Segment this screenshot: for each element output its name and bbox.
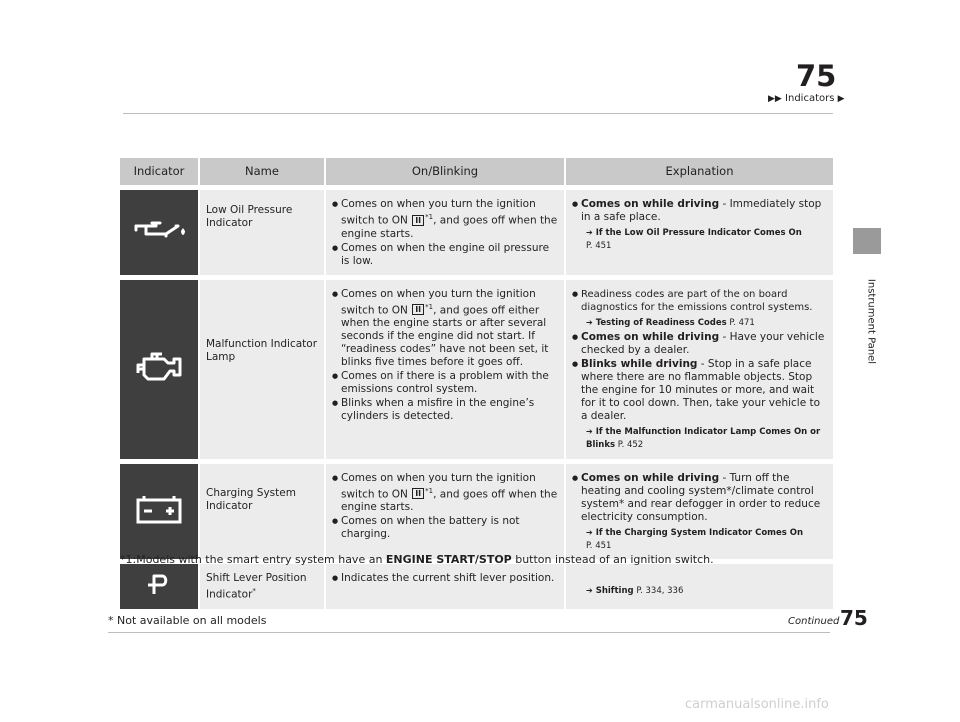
battery-icon <box>134 494 184 524</box>
list-item: ● Comes on while driving - Have your vehicle checked by a dealer. <box>572 331 827 357</box>
explanation-cell <box>566 185 833 275</box>
reference-arrow-icon: ➔ <box>586 317 593 327</box>
list-item: ● Comes on when you turn the ignition switch to ON II $^{*1}$, and goes off when the engine starts. <box>332 472 558 515</box>
header-explanation: Explanation <box>566 158 833 185</box>
continued-label: Continued <box>788 616 840 627</box>
list-item: ● Readiness codes are part of the on board diagnostics for the emissions control systems. ➔ Testing of Readiness Codes P. 471 <box>572 288 827 330</box>
table-header-row <box>120 158 833 185</box>
list-item: ● Comes on while driving - Immediately stop in a safe place. <box>572 198 827 224</box>
cross-reference-link[interactable]: ➔ Testing of Readiness Codes P. 471 <box>586 317 755 328</box>
cross-reference-link[interactable]: ➔ Shifting P. 334, 336 <box>586 585 684 596</box>
bottom-divider <box>108 632 830 633</box>
page-number: 75 <box>796 59 837 93</box>
indicator-table <box>120 158 833 609</box>
on-blinking-cell <box>326 459 566 559</box>
watermark: carmanualsonline.info <box>685 697 829 712</box>
shift-lever-icon <box>144 572 174 596</box>
breadcrumb-label[interactable]: Indicators <box>785 93 835 104</box>
breadcrumb <box>768 93 845 104</box>
list-item: ● Comes on while driving - Turn off the heating and cooling system*/climate control system* and rear defogger in order to reduce electricity consumption. <box>572 472 827 524</box>
list-item: ● Comes on when the battery is not charging. <box>332 515 558 541</box>
header-name: Name <box>200 158 326 185</box>
table-row <box>120 459 833 559</box>
not-all-models-note: * Not available on all models <box>108 614 267 627</box>
indicator-name: Charging System Indicator <box>200 459 326 559</box>
footnote: *1:Models with the smart entry system have an ENGINE START/STOP button instead of an ignition switch. <box>120 553 714 566</box>
explanation-cell <box>566 275 833 459</box>
table-row <box>120 275 833 459</box>
list-item: ● Comes on if there is a problem with the emissions control system. <box>332 370 558 396</box>
reference-arrow-icon: ➔ <box>586 228 593 237</box>
list-item: ● Blinks when a misfire in the engine’s cylinders is detected. <box>332 397 558 423</box>
engine-check-icon <box>134 349 184 385</box>
explanation-cell <box>566 559 833 609</box>
indicator-cell <box>120 275 200 459</box>
explanation-cell <box>566 459 833 559</box>
section-label-wrap <box>862 258 876 398</box>
breadcrumb-arrow-icon: ▶ <box>837 94 845 104</box>
top-divider <box>123 113 833 114</box>
list-item: ● Indicates the current shift lever position. <box>332 572 558 585</box>
header-on-blinking: On/Blinking <box>326 158 566 185</box>
indicator-cell <box>120 559 200 609</box>
section-tab <box>853 228 881 254</box>
on-blinking-cell <box>326 275 566 459</box>
indicator-name: Shift Lever Position Indicator* <box>200 559 326 609</box>
breadcrumb-arrow-icon: ▶▶ <box>768 94 782 104</box>
list-item: ● Comes on when the engine oil pressure is low. <box>332 242 558 268</box>
indicator-cell <box>120 185 200 275</box>
page-number-footer: 75 <box>840 606 868 630</box>
table-row <box>120 185 833 275</box>
ignition-key-icon: II <box>412 215 424 226</box>
header-indicator: Indicator <box>120 158 200 185</box>
indicator-name: Malfunction Indicator Lamp <box>200 275 326 459</box>
ignition-key-icon: II <box>412 488 424 499</box>
indicator-cell <box>120 459 200 559</box>
reference-arrow-icon: ➔ <box>586 585 593 595</box>
reference-arrow-icon: ➔ <box>586 527 593 537</box>
reference-arrow-icon: ➔ <box>586 426 593 436</box>
cross-reference-link[interactable]: ➔ If the Malfunction Indicator Lamp Comes On or Blinks P. 452 <box>586 426 821 450</box>
list-item: ● Comes on when you turn the ignition switch to ON II $^{*1}$, and goes off when the engine starts. <box>332 198 558 241</box>
section-label: Instrument Panel <box>865 278 877 365</box>
on-blinking-cell <box>326 185 566 275</box>
list-item: ● Blinks while driving - Stop in a safe place where there are no flammable objects. Stop the engine for 10 minutes or more, and wait for it to cool down. Then, take your vehicle to a dealer. ➔ If the Malfunction Indicator Lamp Comes On or Blinks P. 452 <box>572 358 827 452</box>
indicator-name: Low Oil Pressure Indicator <box>200 185 326 275</box>
ignition-key-icon: II <box>412 304 424 315</box>
on-blinking-cell <box>326 559 566 609</box>
oil-pressure-icon <box>132 218 186 242</box>
table-row <box>120 559 833 609</box>
cross-reference-link[interactable]: ➔ If the Charging System Indicator Comes On P. 451 <box>586 527 804 551</box>
cross-reference-link[interactable]: ➔ If the Low Oil Pressure Indicator Comes On P. 451 <box>586 228 802 251</box>
list-item: ● Comes on when you turn the ignition switch to ON II $^{*1}$, and goes off either when the engine starts or after several seconds if the engine did not start. If “readiness codes” have not been set, it blinks five times before it goes off. <box>332 288 558 370</box>
